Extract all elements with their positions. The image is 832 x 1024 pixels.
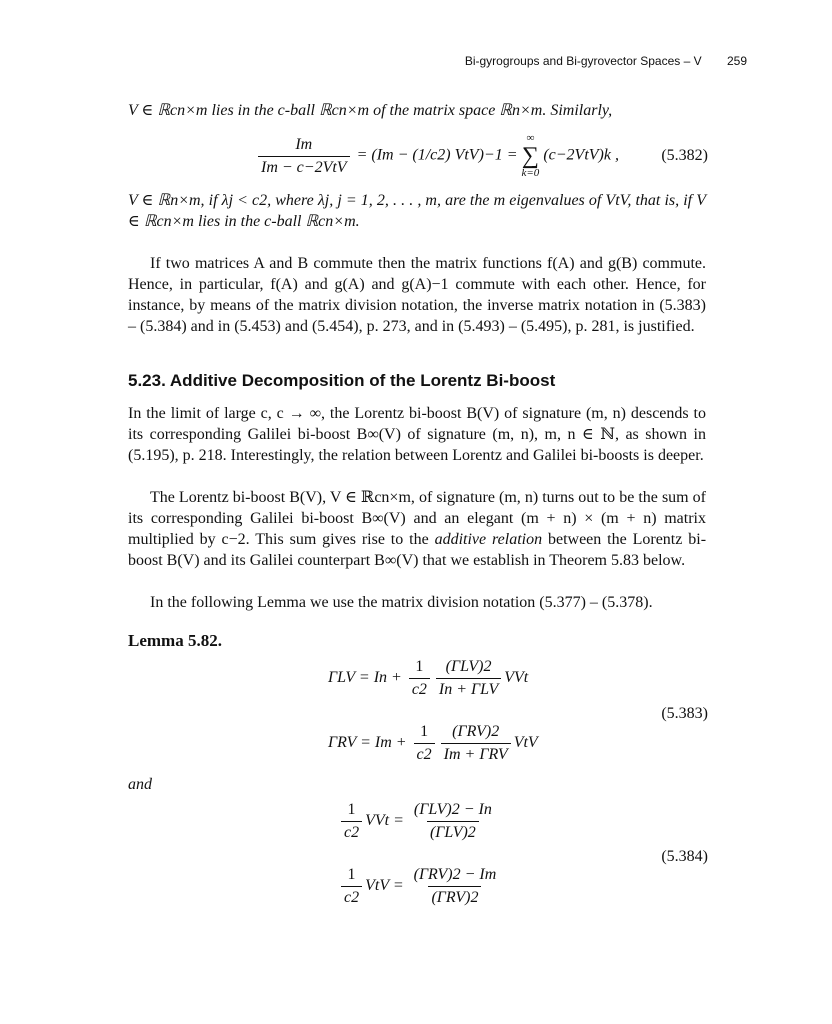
eq384-r-num: (ΓRV)2 − Im [413,866,497,883]
eq384-r-mid: VtV = [365,877,404,895]
paragraph-division-notation: In the following Lemma we use the matrix division notation (5.377) – (5.378). [150,594,653,611]
section-heading: 5.23. Additive Decomposition of the Lorentz Bi-boost [128,371,556,390]
eq382-lhs-num: Im [295,135,313,153]
eq384-r-coef-num: 1 [347,866,356,883]
additive-relation-emphasis: additive relation [434,531,543,548]
eq383-l-coef-den: c2 [409,678,430,699]
eq384-l-mid: VVt = [365,812,404,830]
paragraph-commute: If two matrices A and B commute then the matrix functions f(A) and g(B) commute. Hence, in particular, f(A) and g(A) and g(A)−1 commute with each other. Hence, for instance, by means of the matrix division notation, the inverse matrix notation in (5.383) – (5.384) and in (5.453) and (5.454), p. 273, and in (5.493) – (5.495), p. 281, is justified. [128,255,706,335]
and-word: and [128,776,152,793]
sum-top: ∞ [526,132,535,144]
eq383-r-frac [441,723,511,764]
eq383-r-frac-num: (ΓRV)2 [452,723,500,740]
paragraph-additive [128,487,706,571]
eq384-l-coef [341,801,362,842]
eq384-number: (5.384) [661,848,708,865]
running-title: Bi-gyrogroups and Bi-gyrovector Spaces – V [464,54,702,68]
eq382-rhs: (c−2VtV)k , [543,146,619,164]
para3-part-a: The Lorentz bi-boost B(V), V ∈ ℝcn×m, of signature (m, n) turns out to be the sum of its corresponding Galilei bi-boost B∞(V) and an elegant (m + n) × (m + n) matrix multiplied by c−2. This sum gives rise to the [128,489,706,548]
top-line: V ∈ ℝcn×m lies in the c-ball ℝcn×m of the matrix space ℝn×m. Similarly, [128,102,613,119]
eq383-r-tail: VtV [513,734,538,752]
eq383-l-frac-den: In + ΓLV [436,678,501,699]
eq382-number: (5.382) [661,147,708,164]
eq383-r-coef [414,723,435,764]
running-header [465,54,747,68]
eq383-l-lhs: ΓLV = In + [328,669,402,687]
para3-part-b: between the Lorentz bi-boost B(V) and its Galilei counterpart B∞(V) that we establish in Theorem 5.83 below. [128,531,707,569]
equation-5-384-left [338,801,498,842]
eq383-l-frac-num: (ΓLV)2 [445,658,492,675]
equation-5-383-right [328,723,538,764]
eq383-l-tail: VVt [504,669,529,687]
sum-operator [522,133,540,179]
equation-5-383-left [328,658,528,699]
eq384-l-coef-num: 1 [347,801,356,818]
sum-bottom: k=0 [521,167,540,179]
eq384-r-coef-den: c2 [341,886,362,907]
sigma-icon: ∑ [521,143,539,169]
eq383-r-lhs: ΓRV = Im + [328,734,407,752]
eq382-mid: = (Im − (1/c2) VtV)−1 = [356,146,518,164]
eq383-r-coef-den: c2 [414,743,435,764]
page-number: 259 [726,54,747,68]
paragraph-limit: In the limit of large c, c → ∞, the Lorentz bi-boost B(V) of signature (m, n) descends to its corresponding Galilei bi-boost B∞(V) of signature (m, n), m, n ∈ ℕ, as shown in (5.195), p. 218. Interestingly, the relation between Lorentz and Galilei bi-boosts is deeper. [128,405,706,464]
equation-5-384-right [338,866,502,907]
eq382-lhs-den: Im − c−2VtV [258,156,350,177]
eq384-l-num: (ΓLV)2 − In [413,801,492,818]
eq383-r-coef-num: 1 [420,723,429,740]
eq383-r-frac-den: Im + ΓRV [441,743,511,764]
eq384-r-frac [411,866,500,907]
equation-5-382 [255,133,619,179]
condition-text: V ∈ ℝn×m, if λj < c2, where λj, j = 1, 2, . . . , m, are the m eigenvalues of VtV, that is, if V ∈ ℝcn×m lies in the c-ball ℝcn×m. [128,192,706,230]
lemma-title: Lemma 5.82. [128,631,222,650]
eq384-r-den: (ΓRV)2 [428,886,481,907]
eq382-lhs-fraction [258,136,350,177]
eq384-l-coef-den: c2 [341,821,362,842]
eq383-number: (5.383) [661,705,708,722]
eq383-l-coef [409,658,430,699]
eq383-l-frac [436,658,501,699]
eq384-r-coef [341,866,362,907]
eq383-l-coef-num: 1 [415,658,424,675]
eq384-l-frac [411,801,495,842]
eq384-l-den: (ΓLV)2 [427,821,479,842]
